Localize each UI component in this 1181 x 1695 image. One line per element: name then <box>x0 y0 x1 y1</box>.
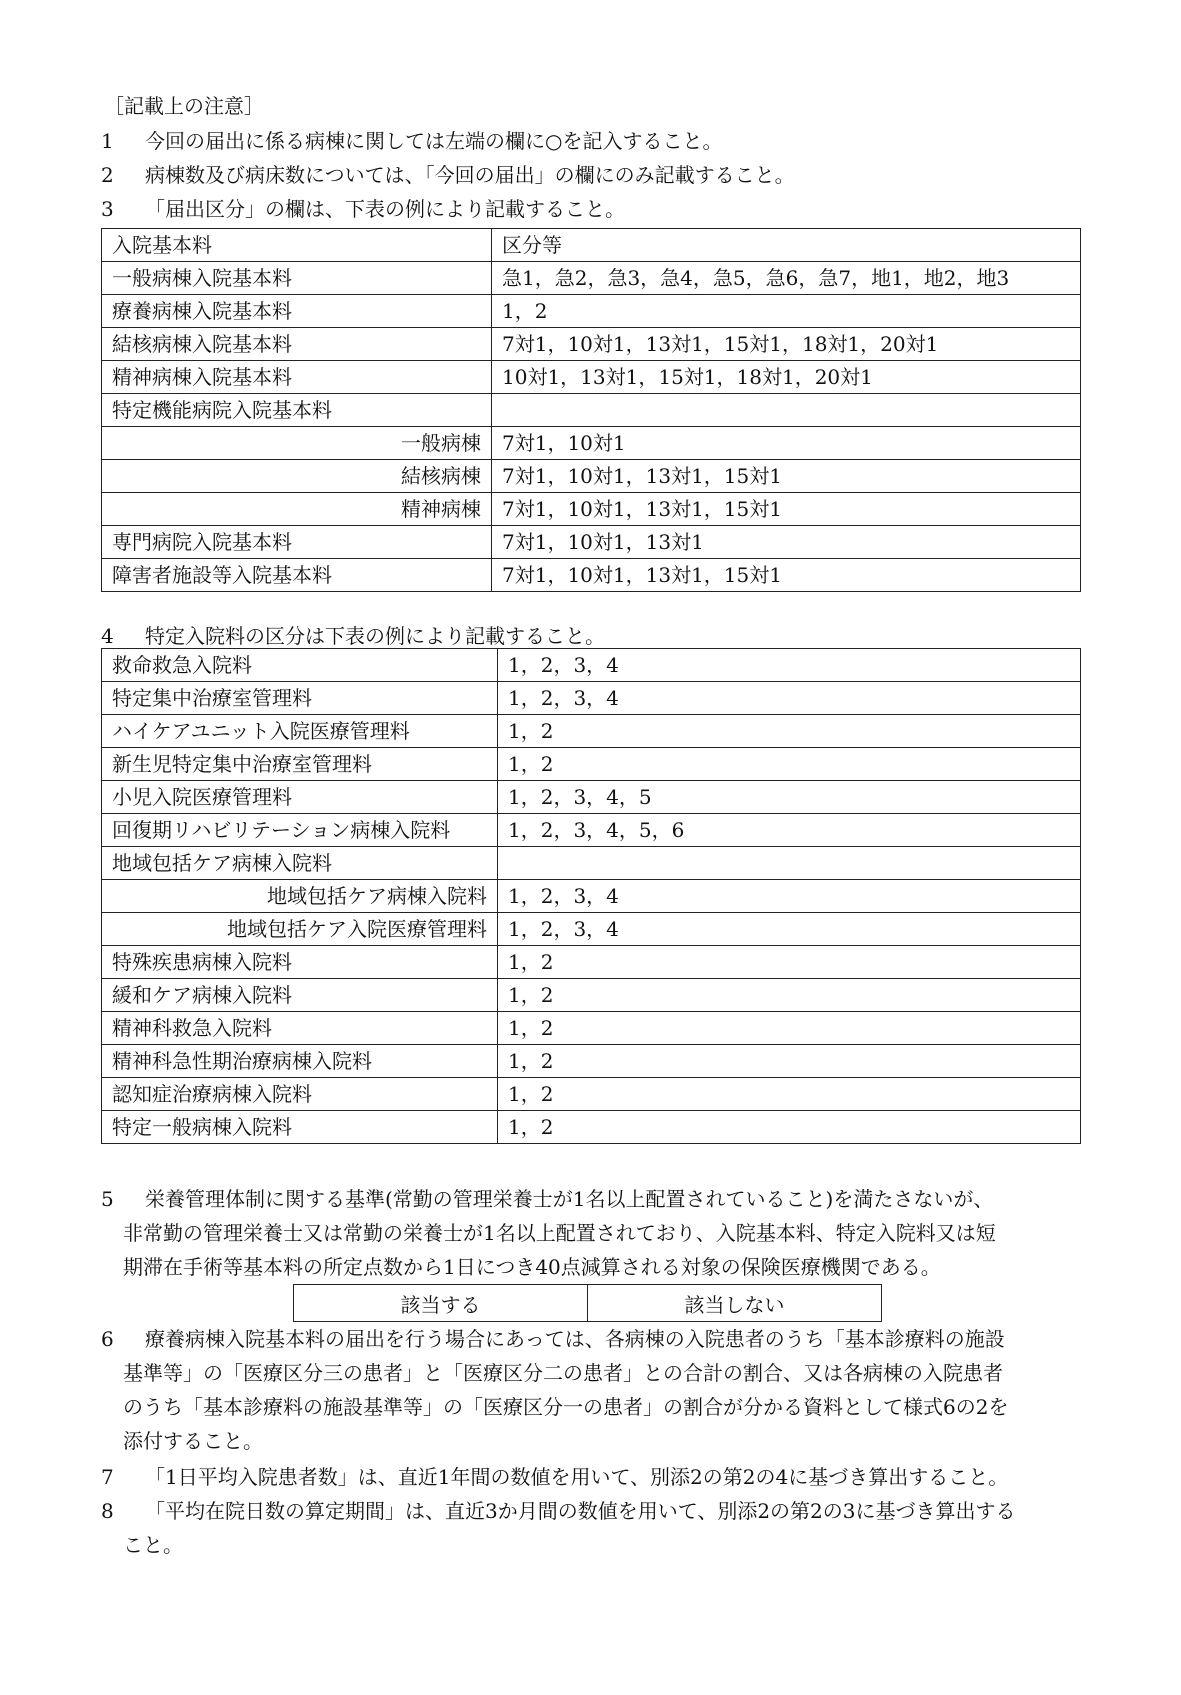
note-text-line: のうち「基本診療料の施設基準等」の「医療区分一の患者」の割合が分かる資料として様式6の2を <box>123 1395 1009 1419</box>
row-value: 1，2，3，4 <box>498 649 1081 682</box>
choice-not-applicable[interactable]: 該当しない <box>588 1285 882 1322</box>
row-label: 小児入院医療管理料 <box>102 781 498 814</box>
note-text: 今回の届出に係る病棟に関しては左端の欄に○を記入すること。 <box>145 129 723 153</box>
row-value: 7対1，10対1，13対1 <box>492 526 1081 559</box>
row-value <box>498 847 1081 880</box>
note-number: 2 <box>101 163 114 187</box>
note-text-line: こと。 <box>123 1533 183 1557</box>
row-label: 精神科救急入院料 <box>102 1012 498 1045</box>
note-text-line: 基準等」の「医療区分三の患者」と「医療区分二の患者」との合計の割合、又は各病棟の入院患者 <box>123 1361 1003 1385</box>
row-value: 1，2 <box>498 715 1081 748</box>
row-label: 特殊疾患病棟入院料 <box>102 946 498 979</box>
note-6 <box>101 1322 1008 1458</box>
row-label: 特定機能病院入院基本料 <box>102 394 492 427</box>
table-row <box>102 913 1081 946</box>
row-label: 緩和ケア病棟入院料 <box>102 979 498 1012</box>
note-text-line: 栄養管理体制に関する基準(常勤の管理栄養士が1名以上配置されていること)を満たさないが、 <box>145 1187 994 1211</box>
note-text-line: 「平均在院日数の算定期間」は、直近3か月間の数値を用いて、別添2の第2の3に基づき算出する <box>145 1499 1016 1523</box>
row-label: 障害者施設等入院基本料 <box>102 559 492 592</box>
header-cell: 入院基本料 <box>102 229 492 262</box>
row-value: 急1，急2，急3，急4，急5，急6，急7，地1，地2，地3 <box>492 262 1081 295</box>
note-number: 6 <box>101 1327 114 1351</box>
table-row <box>102 328 1081 361</box>
note-text: 病棟数及び病床数については、「今回の届出」の欄にのみ記載すること。 <box>145 163 795 187</box>
row-value: 1，2，3，4 <box>498 682 1081 715</box>
note-number: 5 <box>101 1187 114 1211</box>
row-value: 1，2，3，4，5，6 <box>498 814 1081 847</box>
note-4 <box>101 621 605 651</box>
table-row <box>102 1045 1081 1078</box>
table-row <box>102 559 1081 592</box>
row-label: ハイケアユニット入院医療管理料 <box>102 715 498 748</box>
row-value: 1，2 <box>498 1012 1081 1045</box>
table-row <box>102 814 1081 847</box>
header-cell: 区分等 <box>492 229 1081 262</box>
row-value: 10対1，13対1，15対1，18対1，20対1 <box>492 361 1081 394</box>
row-value: 1，2，3，4 <box>498 913 1081 946</box>
row-value: 7対1，10対1，13対1，15対1 <box>492 460 1081 493</box>
table-row <box>102 493 1081 526</box>
table-row <box>102 460 1081 493</box>
table-row <box>102 682 1081 715</box>
row-sublabel: 一般病棟 <box>102 427 492 460</box>
row-value: 7対1，10対1，13対1，15対1 <box>492 559 1081 592</box>
row-value: 1，2 <box>498 979 1081 1012</box>
row-value: 1，2 <box>498 1078 1081 1111</box>
note-text: 特定入院料の区分は下表の例により記載すること。 <box>145 624 605 648</box>
note-number: 7 <box>101 1465 114 1489</box>
row-label: 回復期リハビリテーション病棟入院料 <box>102 814 498 847</box>
row-label: 新生児特定集中治療室管理料 <box>102 748 498 781</box>
special-fee-table <box>101 648 1081 1144</box>
table-row <box>102 262 1081 295</box>
table-row <box>102 361 1081 394</box>
table-row <box>102 427 1081 460</box>
note-3 <box>101 194 625 224</box>
choice-applicable[interactable]: 該当する <box>294 1285 588 1322</box>
table-row <box>102 1012 1081 1045</box>
row-label: 一般病棟入院基本料 <box>102 262 492 295</box>
row-label: 救命救急入院料 <box>102 649 498 682</box>
note-7 <box>101 1462 1008 1492</box>
table-header-row <box>102 229 1081 262</box>
table-row <box>102 781 1081 814</box>
row-value: 1，2 <box>498 1045 1081 1078</box>
section-heading: ［記載上の注意］ <box>104 94 264 118</box>
table-row <box>102 979 1081 1012</box>
note-5 <box>101 1182 996 1284</box>
row-sublabel: 結核病棟 <box>102 460 492 493</box>
note-text: 「届出区分」の欄は、下表の例により記載すること。 <box>145 197 625 221</box>
note-2 <box>101 160 795 190</box>
table-row <box>102 1111 1081 1144</box>
table-row <box>102 394 1081 427</box>
note-number: 4 <box>101 624 114 648</box>
table-row <box>102 880 1081 913</box>
row-value: 1，2 <box>498 1111 1081 1144</box>
row-value <box>492 394 1081 427</box>
table-row <box>102 649 1081 682</box>
row-label: 精神科急性期治療病棟入院料 <box>102 1045 498 1078</box>
basic-fee-table <box>101 228 1081 592</box>
table-row <box>102 715 1081 748</box>
row-value: 7対1，10対1 <box>492 427 1081 460</box>
note-text-line: 添付すること。 <box>123 1429 263 1453</box>
note-text-line: 期滞在手術等基本料の所定点数から1日につき40点減算される対象の保険医療機関である。 <box>123 1255 941 1279</box>
table-row <box>102 295 1081 328</box>
note-text: 「1日平均入院患者数」は、直近1年間の数値を用いて、別添2の第2の4に基づき算出すること。 <box>145 1465 1009 1489</box>
table-row <box>102 526 1081 559</box>
row-value: 1，2，3，4 <box>498 880 1081 913</box>
row-value: 1，2 <box>498 748 1081 781</box>
row-label: 療養病棟入院基本料 <box>102 295 492 328</box>
note-8 <box>101 1494 1016 1562</box>
table-row <box>102 847 1081 880</box>
note-number: 8 <box>101 1499 114 1523</box>
row-label: 地域包括ケア病棟入院料 <box>102 847 498 880</box>
row-label: 認知症治療病棟入院料 <box>102 1078 498 1111</box>
row-value: 1，2，3，4，5 <box>498 781 1081 814</box>
table-row <box>102 1078 1081 1111</box>
table-row <box>102 946 1081 979</box>
note-1 <box>101 126 722 156</box>
row-value: 7対1，10対1，13対1，15対1 <box>492 493 1081 526</box>
row-label: 結核病棟入院基本料 <box>102 328 492 361</box>
row-value: 1，2 <box>492 295 1081 328</box>
note-number: 3 <box>101 197 114 221</box>
row-label: 特定集中治療室管理料 <box>102 682 498 715</box>
applicability-choice-table <box>293 1284 882 1322</box>
row-sublabel: 地域包括ケア病棟入院料 <box>102 880 498 913</box>
row-value: 7対1，10対1，13対1，15対1，18対1，20対1 <box>492 328 1081 361</box>
note-number: 1 <box>101 129 114 153</box>
row-label: 精神病棟入院基本料 <box>102 361 492 394</box>
row-label: 専門病院入院基本料 <box>102 526 492 559</box>
table-row <box>102 748 1081 781</box>
row-value: 1，2 <box>498 946 1081 979</box>
row-sublabel: 精神病棟 <box>102 493 492 526</box>
note-text-line: 療養病棟入院基本料の届出を行う場合にあっては、各病棟の入院患者のうち「基本診療料の施設 <box>145 1327 1005 1351</box>
row-label: 特定一般病棟入院料 <box>102 1111 498 1144</box>
row-sublabel: 地域包括ケア入院医療管理料 <box>102 913 498 946</box>
note-text-line: 非常勤の管理栄養士又は常勤の栄養士が1名以上配置されており、入院基本料、特定入院料又は短 <box>123 1221 996 1245</box>
